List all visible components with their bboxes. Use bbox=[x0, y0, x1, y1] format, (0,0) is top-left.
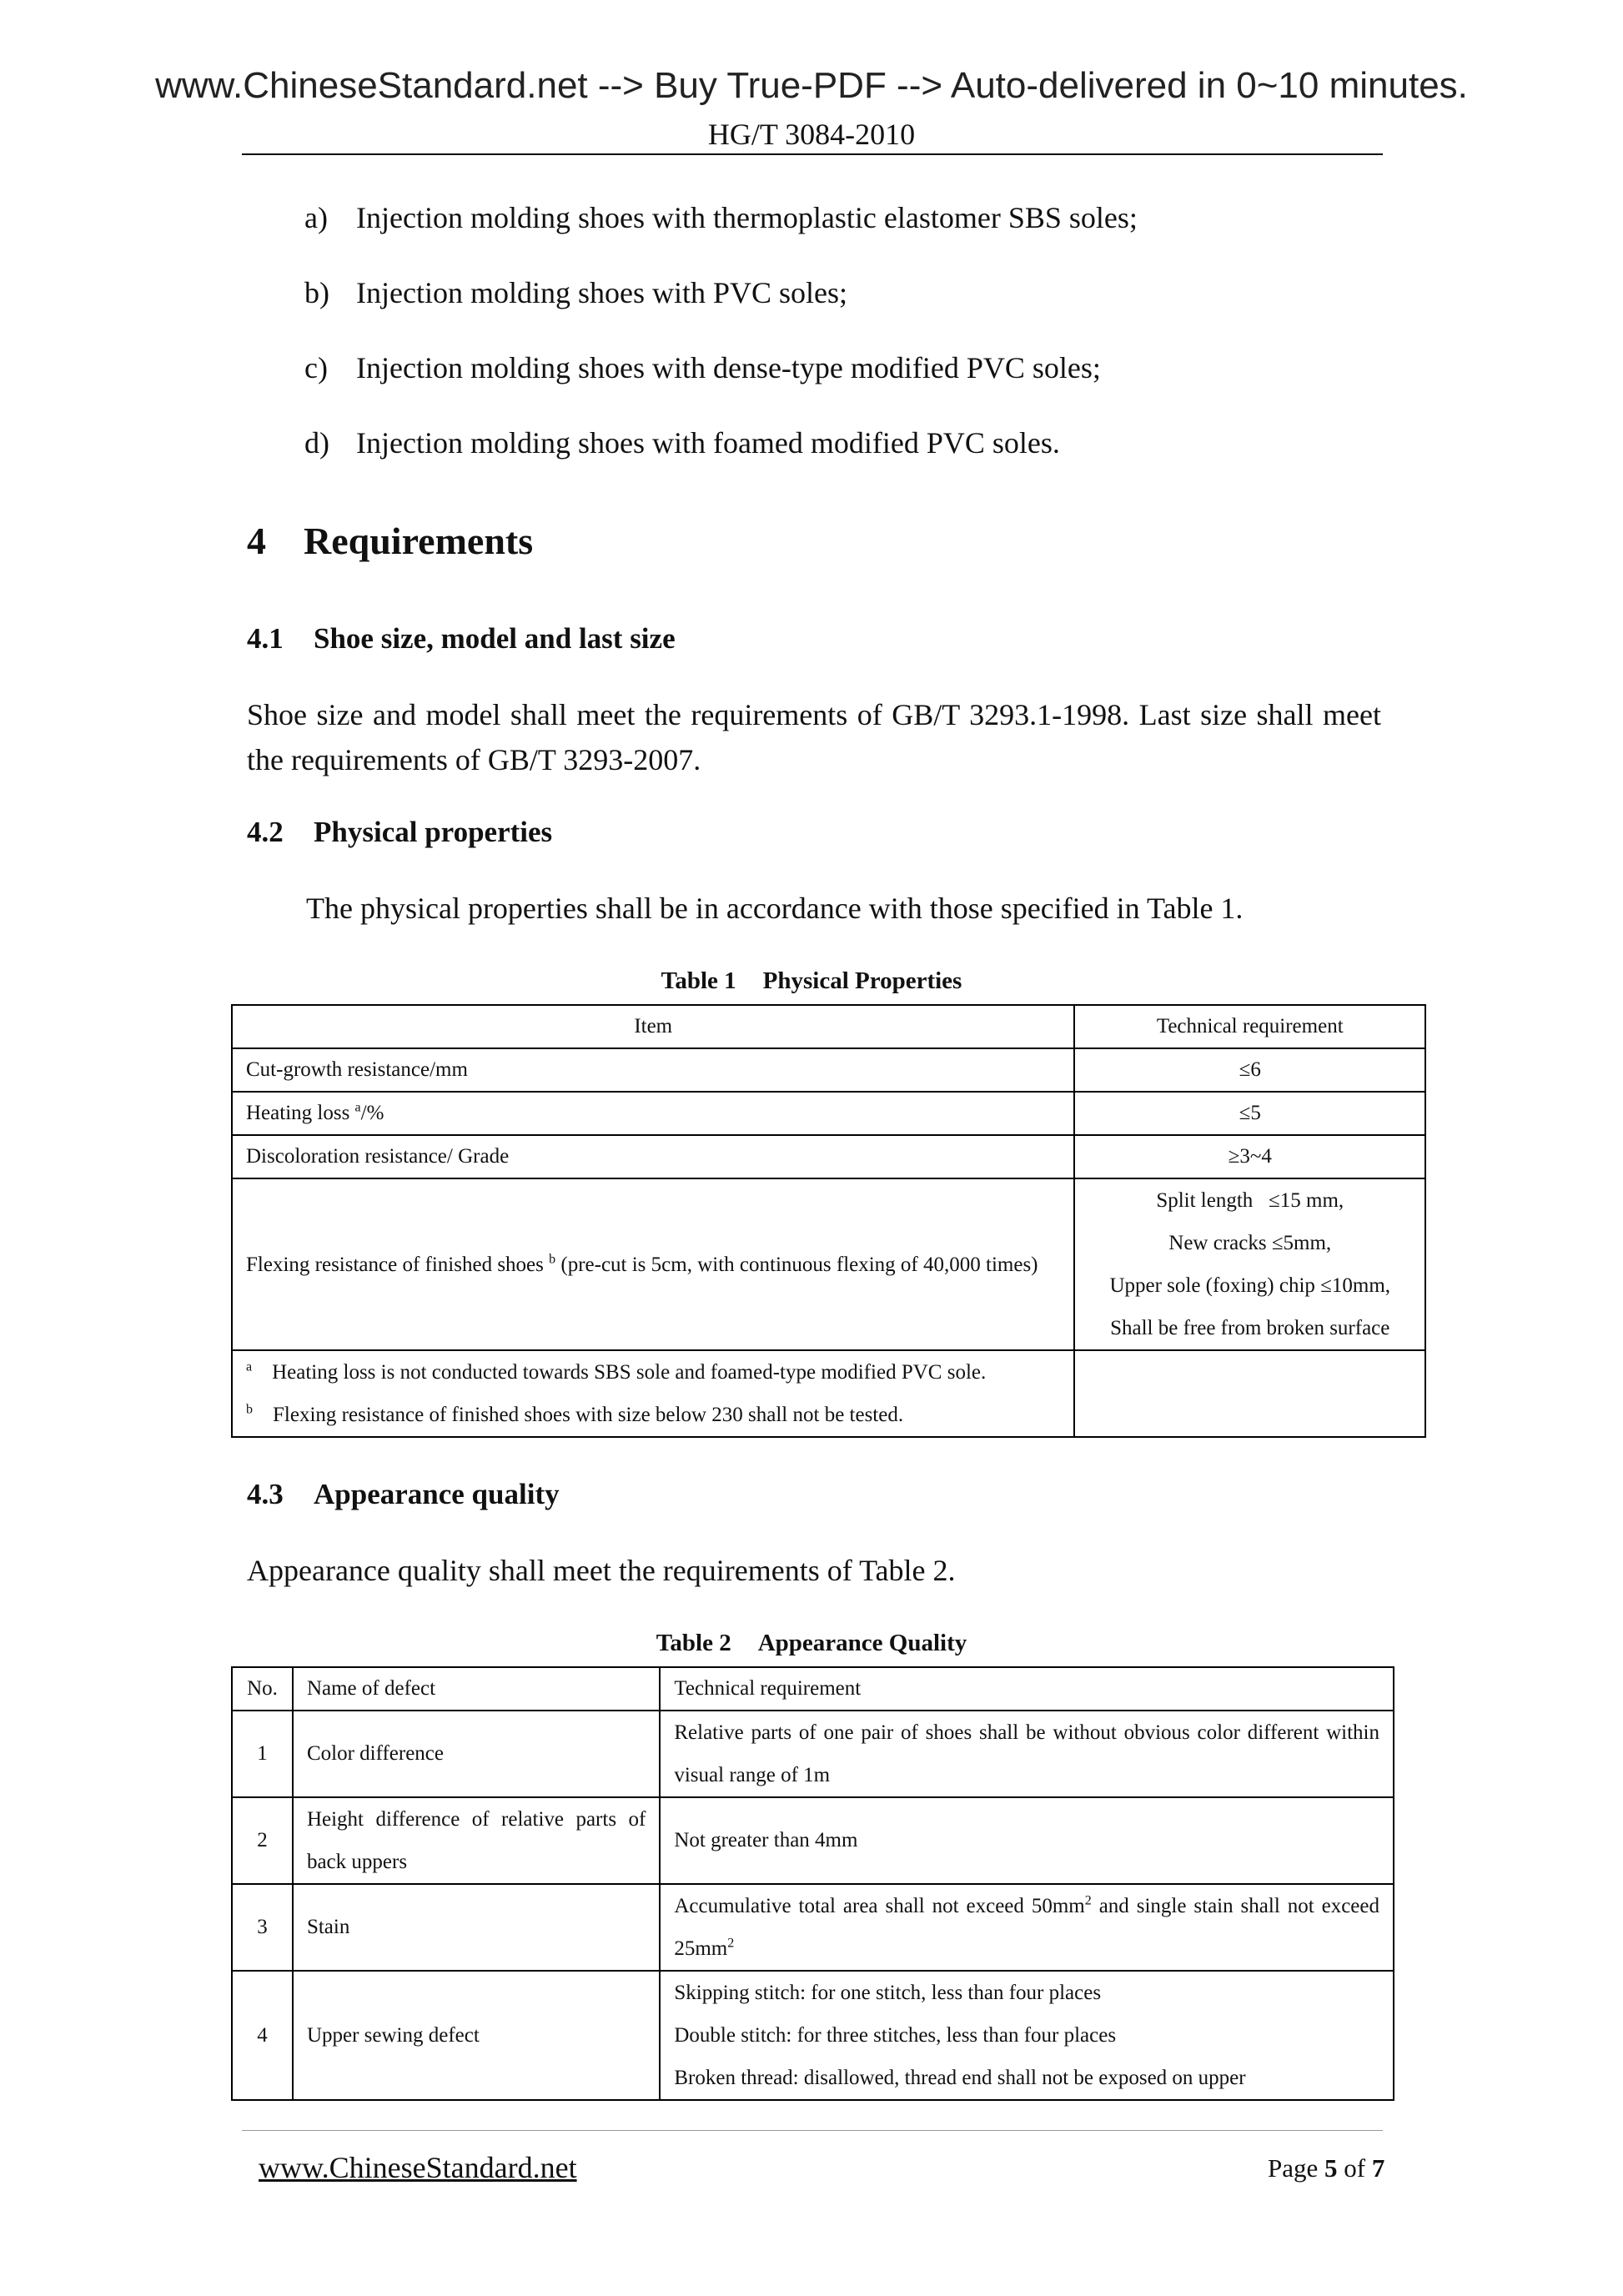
item-text: Flexing resistance of finished shoes bbox=[246, 1253, 550, 1276]
list-item bbox=[304, 425, 1060, 460]
table-label: Table 2 bbox=[656, 1630, 731, 1656]
defect-cell: Upper sewing defect bbox=[293, 1971, 660, 2100]
item-cell bbox=[232, 1178, 1074, 1350]
paragraph: Shoe size and model shall meet the requirements of GB/T 3293.1-1998. Last size shall meet the requirements of GB/T 3293-2007. bbox=[247, 698, 1381, 776]
list-marker: a) bbox=[304, 201, 328, 234]
note-text: Flexing resistance of finished shoes with size below 230 shall not be tested. bbox=[273, 1404, 904, 1426]
item-cell: Cut-growth resistance/mm bbox=[232, 1048, 1074, 1092]
subsection-title: Appearance quality bbox=[314, 1478, 560, 1510]
item-cell bbox=[232, 1092, 1074, 1135]
table-title: Physical Properties bbox=[762, 967, 962, 994]
requirement-cell bbox=[1074, 1178, 1425, 1350]
requirement-text: and single stain shall not exceed 25mm bbox=[674, 1895, 1379, 1960]
list-text: Injection molding shoes with thermoplastic elastomer SBS soles; bbox=[356, 201, 1138, 234]
requirement-line: Shall be free from broken surface bbox=[1110, 1317, 1390, 1339]
requirement-cell: ≥3~4 bbox=[1074, 1135, 1425, 1178]
subsection-heading bbox=[247, 1478, 560, 1511]
item-cell: Discoloration resistance/ Grade bbox=[232, 1135, 1074, 1178]
table-row bbox=[232, 1048, 1425, 1092]
paragraph: The physical properties shall be in accordance with those specified in Table 1. bbox=[306, 892, 1244, 925]
requirement-cell: Relative parts of one pair of shoes shall be without obvious color different within visual range of 1m bbox=[660, 1711, 1394, 1797]
current-page: 5 bbox=[1324, 2153, 1338, 2183]
requirement-line: Upper sole (foxing) chip ≤10mm, bbox=[1109, 1274, 1391, 1297]
defect-cell: Color difference bbox=[293, 1711, 660, 1797]
list-marker: d) bbox=[304, 426, 329, 460]
requirement-cell bbox=[660, 1971, 1394, 2100]
requirement-cell: ≤6 bbox=[1074, 1048, 1425, 1092]
list-text: Injection molding shoes with dense-type modified PVC soles; bbox=[356, 351, 1101, 384]
list-marker: c) bbox=[304, 351, 328, 384]
subsection-number: 4.1 bbox=[247, 622, 284, 655]
table-note bbox=[246, 1351, 1060, 1394]
notes-cell bbox=[232, 1350, 1074, 1437]
requirement-line: Broken thread: disallowed, thread end shall not be exposed on upper bbox=[674, 2067, 1246, 2089]
number-cell: 1 bbox=[232, 1711, 293, 1797]
list-marker: b) bbox=[304, 276, 329, 309]
number-cell: 3 bbox=[232, 1884, 293, 1971]
header-rule bbox=[242, 153, 1383, 155]
superscript: 2 bbox=[727, 1936, 735, 1951]
footer-rule bbox=[242, 2130, 1383, 2131]
physical-properties-table bbox=[231, 1004, 1426, 1438]
list-item bbox=[304, 350, 1101, 385]
subsection-title: Physical properties bbox=[314, 816, 553, 848]
header-cell: Item bbox=[232, 1005, 1074, 1048]
section-heading bbox=[247, 519, 533, 563]
item-text: (pre-cut is 5cm, with continuous flexing of 40,000 times) bbox=[555, 1253, 1038, 1276]
note-text: Heating loss is not conducted towards SBS sole and foamed-type modified PVC sole. bbox=[272, 1361, 987, 1384]
subsection-title: Shoe size, model and last size bbox=[314, 622, 676, 655]
subsection-heading bbox=[247, 622, 676, 656]
footnote-ref: a bbox=[354, 1100, 361, 1115]
requirement-line: Skipping stitch: for one stitch, less than four places bbox=[674, 1982, 1102, 2004]
page-separator: of bbox=[1337, 2153, 1372, 2183]
subsection-number: 4.2 bbox=[247, 816, 284, 848]
header-cell: Technical requirement bbox=[1074, 1005, 1425, 1048]
table-title: Appearance Quality bbox=[757, 1630, 967, 1656]
header-cell: Technical requirement bbox=[660, 1667, 1394, 1711]
requirement-line: Split length ≤15 mm, bbox=[1156, 1189, 1344, 1212]
total-pages: 7 bbox=[1371, 2153, 1385, 2183]
requirement-line: New cracks ≤5mm, bbox=[1168, 1232, 1332, 1254]
header-banner: www.ChineseStandard.net --> Buy True-PDF --> Auto-delivered in 0~10 minutes. bbox=[155, 65, 1468, 106]
number-cell: 4 bbox=[232, 1971, 293, 2100]
list-text: Injection molding shoes with foamed modified PVC soles. bbox=[356, 426, 1060, 460]
defect-cell: Stain bbox=[293, 1884, 660, 1971]
table-label: Table 1 bbox=[661, 967, 736, 994]
footer-link[interactable]: www.ChineseStandard.net bbox=[259, 2151, 577, 2184]
subsection-heading bbox=[247, 816, 552, 849]
appearance-quality-table bbox=[231, 1666, 1394, 2101]
table-header-row bbox=[232, 1667, 1394, 1711]
section-title: Requirements bbox=[304, 520, 534, 562]
table-row bbox=[232, 1135, 1425, 1178]
paragraph: Appearance quality shall meet the requirements of Table 2. bbox=[247, 1554, 956, 1587]
superscript: 2 bbox=[1084, 1893, 1092, 1908]
table-caption bbox=[0, 967, 1623, 995]
table-caption bbox=[0, 1630, 1623, 1657]
table-row bbox=[232, 1884, 1394, 1971]
page-number bbox=[1268, 2153, 1384, 2183]
section-number: 4 bbox=[247, 520, 266, 562]
note-mark: a bbox=[246, 1359, 253, 1374]
header-cell: No. bbox=[232, 1667, 293, 1711]
table-row bbox=[232, 1797, 1394, 1884]
requirement-text: Accumulative total area shall not exceed 50mm bbox=[674, 1895, 1085, 1917]
list-item bbox=[304, 200, 1138, 235]
table-note bbox=[246, 1394, 1060, 1436]
item-text: Heating loss bbox=[246, 1102, 355, 1124]
list-text: Injection molding shoes with PVC soles; bbox=[356, 276, 847, 309]
table-row bbox=[232, 1711, 1394, 1797]
list-item bbox=[304, 275, 847, 310]
requirement-cell: ≤5 bbox=[1074, 1092, 1425, 1135]
subsection-number: 4.3 bbox=[247, 1478, 284, 1510]
table-row bbox=[232, 1178, 1425, 1350]
requirement-cell: Not greater than 4mm bbox=[660, 1797, 1394, 1884]
table-row bbox=[232, 1971, 1394, 2100]
defect-cell: Height difference of relative parts of back uppers bbox=[293, 1797, 660, 1884]
requirement-cell bbox=[660, 1884, 1394, 1971]
table-notes-row bbox=[232, 1350, 1425, 1437]
number-cell: 2 bbox=[232, 1797, 293, 1884]
requirement-line: Double stitch: for three stitches, less than four places bbox=[674, 2024, 1117, 2047]
note-mark: b bbox=[246, 1402, 253, 1417]
table-header-row bbox=[232, 1005, 1425, 1048]
footnote-ref: b bbox=[549, 1252, 556, 1267]
page-label: Page bbox=[1268, 2153, 1325, 2183]
item-text: /% bbox=[360, 1102, 384, 1124]
table-row bbox=[232, 1092, 1425, 1135]
standard-code: HG/T 3084-2010 bbox=[707, 118, 916, 151]
header-cell: Name of defect bbox=[293, 1667, 660, 1711]
empty-cell bbox=[1074, 1350, 1425, 1437]
